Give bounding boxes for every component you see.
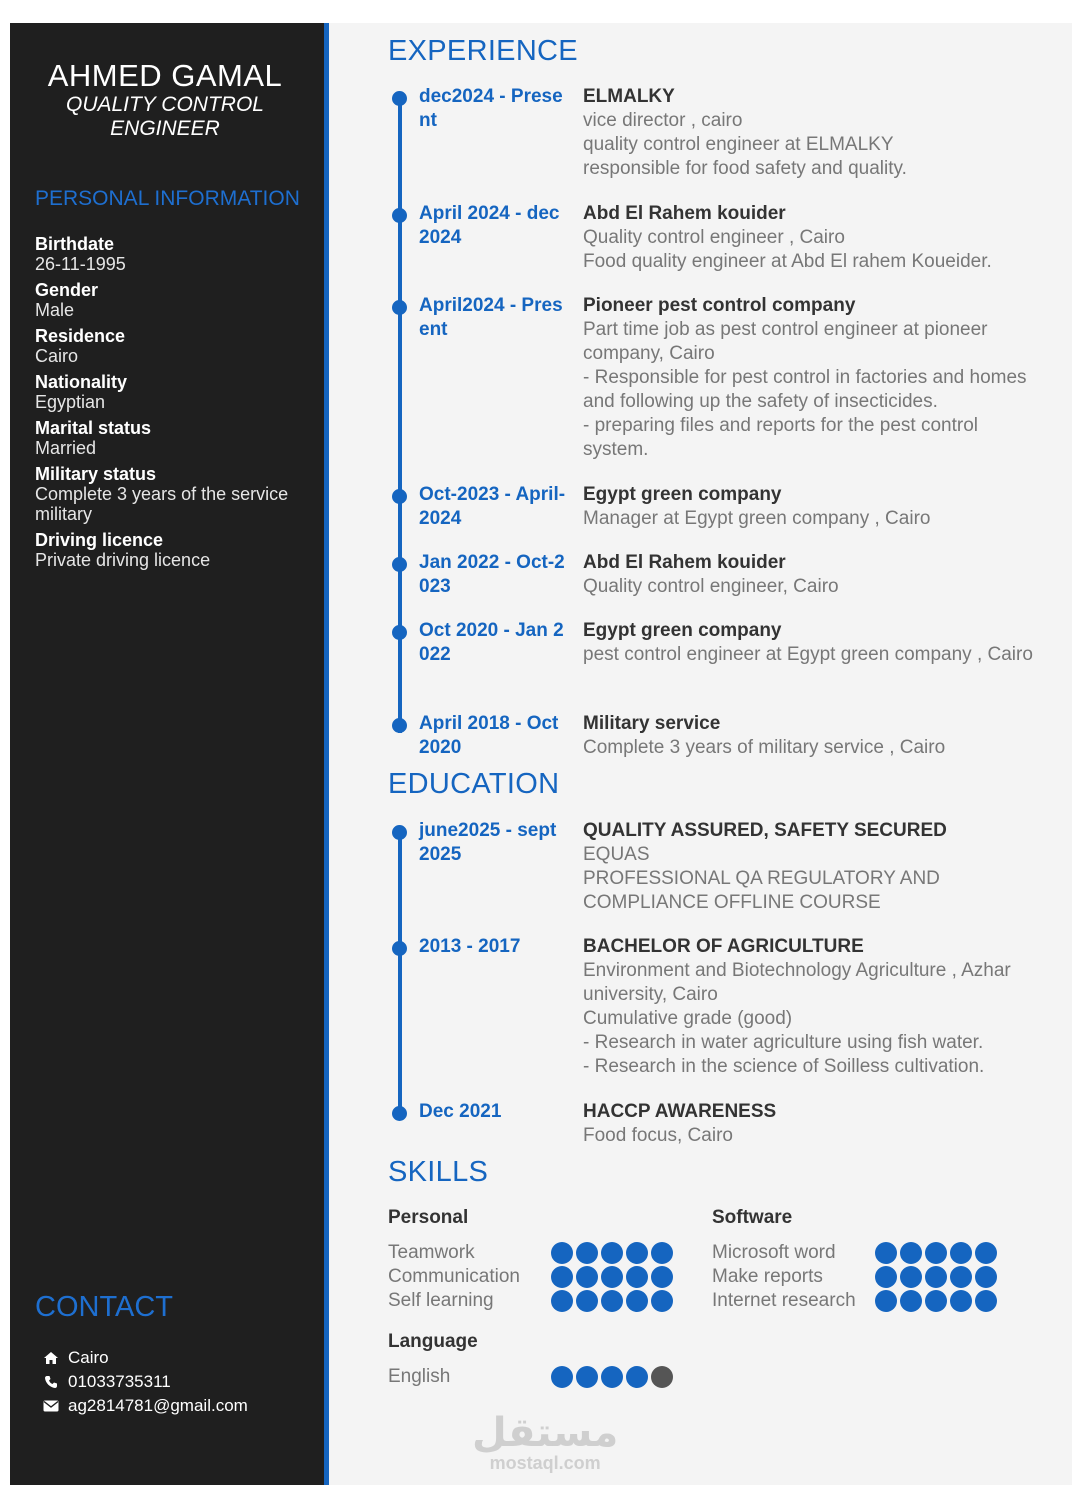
mostaql-watermark — [472, 1413, 618, 1473]
entry-heading: ELMALKY — [583, 86, 675, 107]
rating-dot-filled — [975, 1290, 997, 1312]
timeline-dot — [392, 1106, 407, 1121]
entry-date: Dec 2021 — [419, 1101, 502, 1122]
entry-date: April2024 - Present — [419, 295, 563, 340]
entry-line: - Research in water agriculture using fish water. — [583, 1032, 984, 1053]
skill-row — [712, 1241, 1000, 1265]
rating-dot-filled — [551, 1242, 573, 1264]
name-block — [10, 59, 320, 141]
contact-address — [43, 1346, 248, 1370]
entry-line: EQUAS — [583, 844, 650, 865]
entry-date: Oct 2020 - Jan 2022 — [419, 620, 564, 665]
entry-line: responsible for food safety and quality. — [583, 158, 907, 179]
experience-heading: EXPERIENCE — [388, 35, 578, 67]
rating-dot-filled — [925, 1266, 947, 1288]
pi-label: Residence — [35, 326, 126, 346]
sidebar-accent-rule — [324, 23, 329, 1485]
pi-value: Complete 3 years of the service military — [35, 484, 289, 524]
rating-dot-filled — [925, 1290, 947, 1312]
rating-dot-filled — [900, 1242, 922, 1264]
entry-date: April 2024 - dec 2024 — [419, 203, 560, 248]
entry-body — [583, 1100, 1033, 1148]
skill-rating — [551, 1290, 676, 1312]
entry-line: Manager at Egypt green company , Cairo — [583, 508, 931, 529]
entry-line: Food focus, Cairo — [583, 1125, 733, 1146]
rating-dot-empty — [651, 1366, 673, 1388]
entry-heading: Abd El Rahem kouider — [583, 203, 786, 224]
timeline-dot — [392, 300, 407, 315]
skill-row — [712, 1265, 1000, 1289]
job-title-line-1: QUALITY CONTROL — [66, 93, 264, 116]
skills-personal-title: Personal — [388, 1207, 469, 1228]
entry-body — [583, 202, 1033, 274]
rating-dot-filled — [601, 1266, 623, 1288]
pi-value: 26-11-1995 — [35, 254, 126, 274]
entry-body — [583, 483, 1033, 531]
contact-address-text: Cairo — [68, 1348, 109, 1367]
entry-heading: Pioneer pest control company — [583, 295, 856, 316]
contact-email — [43, 1394, 248, 1418]
pi-value: Male — [35, 300, 75, 320]
skill-rating — [875, 1266, 1000, 1288]
rating-dot-filled — [576, 1242, 598, 1264]
entry-line: quality control engineer at ELMALKY — [583, 134, 894, 155]
pi-label: Military status — [35, 464, 157, 484]
pi-item-nationality — [35, 372, 315, 412]
pi-item-military-status — [35, 464, 315, 524]
rating-dot-filled — [601, 1242, 623, 1264]
entry-line: pest control engineer at Egypt green company , Cairo — [583, 644, 1033, 665]
timeline-dot — [392, 91, 407, 106]
timeline-dot — [392, 489, 407, 504]
envelope-icon — [43, 1398, 59, 1414]
rating-dot-filled — [601, 1290, 623, 1312]
entry-date: Jan 2022 - Oct-2023 — [419, 552, 565, 597]
pi-label: Birthdate — [35, 234, 115, 254]
rating-dot-filled — [950, 1266, 972, 1288]
entry-date: Oct-2023 - April-2024 — [419, 484, 566, 529]
skill-name: Teamwork — [388, 1242, 475, 1263]
entry-body — [583, 551, 1033, 599]
skills-language — [388, 1331, 688, 1391]
skill-rating — [875, 1242, 1000, 1264]
pi-value: Cairo — [35, 346, 79, 366]
personal-information-heading: PERSONAL INFORMATION — [35, 187, 300, 210]
entry-line: PROFESSIONAL QA REGULATORY AND COMPLIANCE OFFLINE COURSE — [583, 868, 940, 913]
watermark-latin: mostaql.com — [489, 1453, 601, 1473]
entry-body — [583, 712, 1033, 760]
entry-line: Complete 3 years of military service , Cairo — [583, 737, 946, 758]
contact-heading: CONTACT — [35, 1291, 174, 1323]
pi-item-driving-licence — [35, 530, 315, 570]
rating-dot-filled — [601, 1366, 623, 1388]
rating-dot-filled — [551, 1366, 573, 1388]
rating-dot-filled — [975, 1242, 997, 1264]
entry-line: Quality control engineer, Cairo — [583, 576, 839, 597]
home-icon — [43, 1350, 59, 1366]
education-heading: EDUCATION — [388, 768, 560, 800]
skill-rating — [551, 1266, 676, 1288]
rating-dot-filled — [576, 1266, 598, 1288]
timeline-dot — [392, 941, 407, 956]
skill-name: Microsoft word — [712, 1242, 836, 1263]
pi-item-marital-status — [35, 418, 315, 458]
timeline-dot — [392, 557, 407, 572]
pi-label: Marital status — [35, 418, 152, 438]
skill-name: English — [388, 1366, 451, 1387]
entry-line: Food quality engineer at Abd El rahem Koueider. — [583, 251, 992, 272]
entry-line: vice director , cairo — [583, 110, 743, 131]
contact-phone — [43, 1370, 248, 1394]
skill-row — [388, 1241, 676, 1265]
rating-dot-filled — [900, 1266, 922, 1288]
skill-row — [388, 1265, 676, 1289]
pi-item-residence — [35, 326, 315, 366]
rating-dot-filled — [651, 1266, 673, 1288]
entry-heading: Military service — [583, 713, 721, 734]
pi-label: Nationality — [35, 372, 128, 392]
contact-phone-text: 01033735311 — [68, 1372, 171, 1391]
entry-body — [583, 619, 1033, 667]
pi-label: Driving licence — [35, 530, 164, 550]
sidebar — [10, 23, 324, 1485]
rating-dot-filled — [950, 1242, 972, 1264]
skill-name: Internet research — [712, 1290, 856, 1311]
entry-date: April 2018 - Oct 2020 — [419, 713, 559, 758]
entry-heading: BACHELOR OF AGRICULTURE — [583, 936, 864, 957]
timeline-dot — [392, 208, 407, 223]
pi-value: Married — [35, 438, 97, 458]
job-title-line-2: ENGINEER — [110, 117, 220, 140]
rating-dot-filled — [900, 1290, 922, 1312]
watermark-arabic: مستقل — [472, 1411, 619, 1455]
entry-date: 2013 - 2017 — [419, 936, 521, 957]
timeline-dot — [392, 825, 407, 840]
rating-dot-filled — [576, 1290, 598, 1312]
entry-line: Quality control engineer , Cairo — [583, 227, 845, 248]
person-name: AHMED GAMAL — [47, 58, 283, 93]
personal-information-list — [35, 234, 315, 576]
rating-dot-filled — [875, 1266, 897, 1288]
rating-dot-filled — [875, 1242, 897, 1264]
pi-item-gender — [35, 280, 315, 320]
rating-dot-filled — [576, 1366, 598, 1388]
pi-value: Egyptian — [35, 392, 106, 412]
skill-rating — [875, 1290, 1000, 1312]
rating-dot-filled — [875, 1290, 897, 1312]
entry-heading: QUALITY ASSURED, SAFETY SECURED — [583, 820, 947, 841]
skill-row — [712, 1289, 1000, 1313]
entry-heading: Egypt green company — [583, 620, 782, 641]
skill-name: Self learning — [388, 1290, 494, 1311]
entry-date: dec2024 - Present — [419, 86, 563, 131]
entry-body — [583, 85, 1033, 181]
skill-rating — [551, 1366, 676, 1388]
skills-software-title: Software — [712, 1207, 793, 1228]
rating-dot-filled — [626, 1290, 648, 1312]
entry-heading: HACCP AWARENESS — [583, 1101, 777, 1122]
pi-item-birthdate — [35, 234, 315, 274]
entry-heading: Abd El Rahem kouider — [583, 552, 786, 573]
skills-heading: SKILLS — [388, 1156, 489, 1188]
contact-email-text: ag2814781@gmail.com — [68, 1396, 248, 1415]
phone-icon — [43, 1374, 59, 1390]
contact-list — [43, 1346, 248, 1418]
entry-line: Cumulative grade (good) — [583, 1008, 793, 1029]
skill-name: Make reports — [712, 1266, 823, 1287]
rating-dot-filled — [626, 1266, 648, 1288]
skills-personal — [388, 1207, 688, 1311]
pi-value: Private driving licence — [35, 550, 211, 570]
entry-line: Part time job as pest control engineer at pioneer company, Cairo — [583, 319, 988, 364]
rating-dot-filled — [950, 1290, 972, 1312]
rating-dot-filled — [975, 1266, 997, 1288]
entry-line: - Responsible for pest control in factories and homes and following up the safety of insecticides. — [583, 367, 1027, 412]
timeline-dot — [392, 718, 407, 733]
education-timeline-line — [398, 829, 402, 1114]
rating-dot-filled — [551, 1266, 573, 1288]
entry-body — [583, 819, 1033, 915]
skill-name: Communication — [388, 1266, 520, 1287]
entry-body — [583, 935, 1033, 1079]
rating-dot-filled — [925, 1242, 947, 1264]
rating-dot-filled — [551, 1290, 573, 1312]
rating-dot-filled — [626, 1242, 648, 1264]
entry-body — [583, 294, 1033, 462]
entry-line: Environment and Biotechnology Agriculture , Azhar university, Cairo — [583, 960, 1011, 1005]
resume-page — [10, 23, 1072, 1485]
entry-line: - Research in the science of Soilless cultivation. — [583, 1056, 985, 1077]
skills-language-title: Language — [388, 1331, 478, 1352]
rating-dot-filled — [626, 1366, 648, 1388]
entry-heading: Egypt green company — [583, 484, 782, 505]
timeline-dot — [392, 625, 407, 640]
rating-dot-filled — [651, 1242, 673, 1264]
rating-dot-filled — [651, 1290, 673, 1312]
skill-row — [388, 1289, 676, 1313]
entry-line: - preparing files and reports for the pest control system. — [583, 415, 978, 460]
skill-rating — [551, 1242, 676, 1264]
skill-row — [388, 1365, 676, 1389]
pi-label: Gender — [35, 280, 99, 300]
entry-date: june2025 - sept 2025 — [419, 820, 557, 865]
skills-software — [712, 1207, 1032, 1311]
